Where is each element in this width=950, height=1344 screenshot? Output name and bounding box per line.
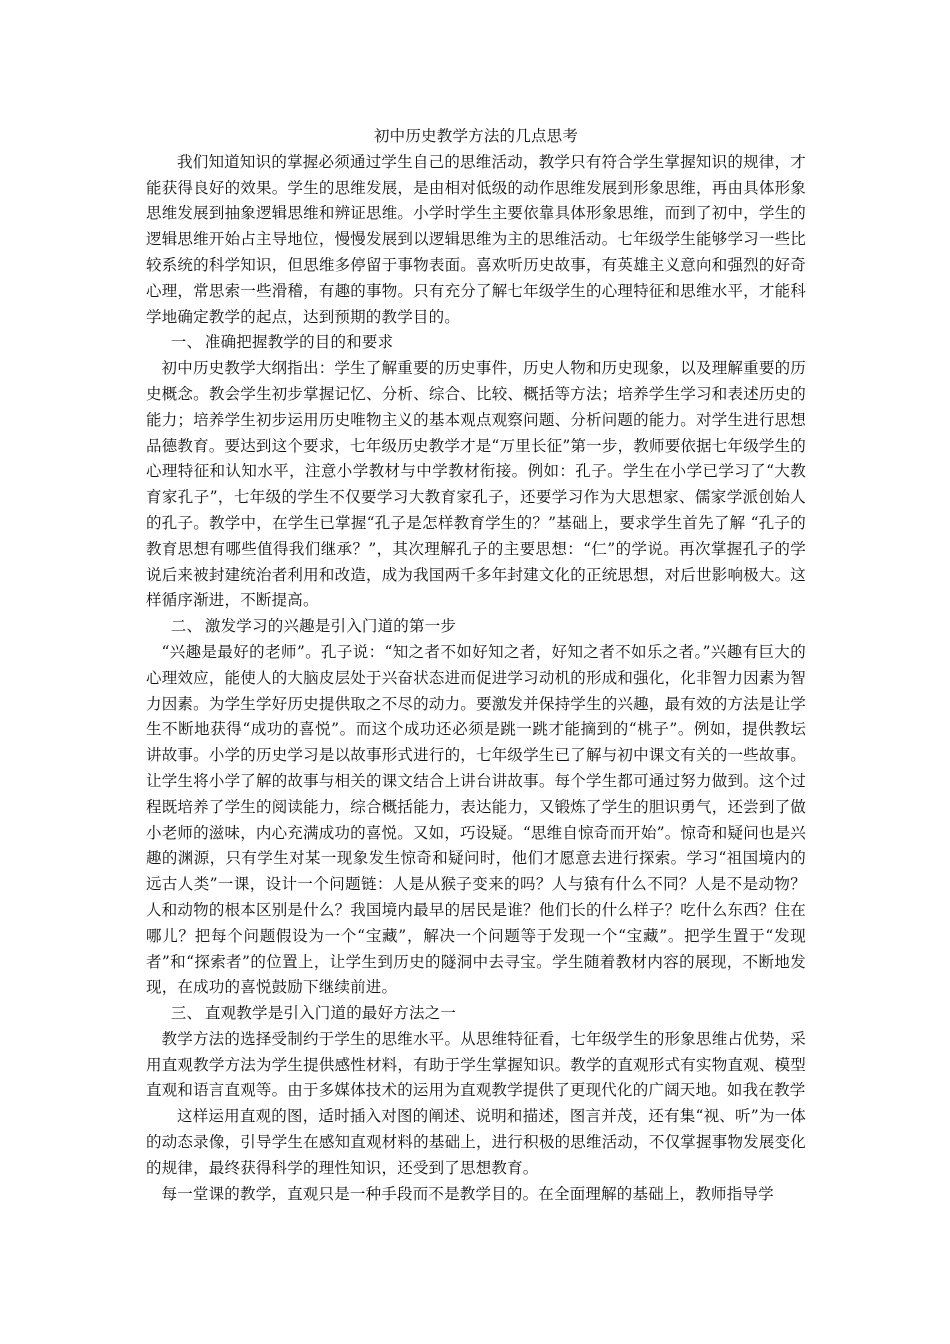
section-1-title: 准确把握教学的目的和要求 [204,333,394,352]
final-paragraph: 每一堂课的教学，直观只是一种手段而不是教学目的。在全面理解的基础上，教师指导学 [161,1184,774,1203]
document-title: 初中历史教学方法的几点思考 [373,127,579,145]
section-2-title: 激发学习的兴趣是引入门道的第一步 [204,617,457,636]
section-3-paragraph: 教学方法的选择受制约于学生的思维水平。从思维特征看，七年级学生的形象思维占优势，采用直观教学方法为学生提供感性材料，有助于学生掌握知识。教学的直观形式有实物直观、模型直观和语言直观等。由于多媒体技术的运用为直观教学提供了更现代化的广阔天地。如我在教学 [146,1029,806,1100]
intro-paragraph: 我们知道知识的掌握必须通过学生自己的思维活动，教学只有符合学生掌握知识的规律，才能获得良好的效果。学生的思维发展，是由相对低级的动作思维发展到形象思维，再由具体形象思维发展到抽象逻辑思维和辨证思维。小学时学生主要依靠具体形象思维，而到了初中，学生的逻辑思维开始占主导地位，慢慢发展到以逻辑思维为主的思维活动。七年级学生能够学习一些比较系统的科学知识，但思维多停留于事物表面。喜欢听历史故事，有英雄主义意向和强烈的好奇心理，常思索一些滑稽，有趣的事物。只有充分了解七年级学生的心理特征和思维水平，才能科学地确定教学的起点，达到预期的教学目的。 [146,152,806,326]
section-3-title: 直观教学是引入门道的最好方法之一 [204,1004,457,1023]
document-body [146,124,806,1207]
section-1-number: 一、 [170,333,203,352]
section-2-paragraph: “兴趣是最好的老师”。孔子说：“知之者不如好知之者，好知之者不如乐之者。”兴趣有巨大的心理效应，能使人的大脑皮层处于兴奋状态进而促进学习动机的形成和强化，化非智力因素为智力因素。为学生学好历史提供取之不尽的动力。要激发并保持学生的兴趣，最有效的方法是让学生不断地获得“成功的喜悦”。而这个成功还必须是跳一跳才能摘到的“桃子”。例如，提供教坛讲故事。小学的历史学习是以故事形式进行的，七年级学生已了解与初中课文有关的一些故事。让学生将小学了解的故事与相关的课文结合上讲台讲故事。每个学生都可通过努力做到。这个过程既培养了学生的阅读能力，综合概括能力，表达能力，又锻炼了学生的胆识勇气，还尝到了做小老师的滋味，内心充满成功的喜悦。又如，巧设疑。“思维自惊奇而开始”。惊奇和疑问也是兴趣的渊源，只有学生对某一现象发生惊奇和疑问时，他们才愿意去进行探索。学习“祖国境内的远古人类”一课，设计一个问题链：人是从猴子变来的吗？人与猿有什么不同？人是不是动物？人和动物的根本区别是什么？我国境内最早的居民是谁？他们长的什么样子？吃什么东西？住在哪儿？把每个问题假设为一个“宝藏”，解决一个问题等于发现一个“宝藏”。把学生置于“发现者”和“探索者”的位置上，让学生到历史的隧洞中去寻宝。学生随着教材内容的展现，不断地发现，在成功的喜悦鼓励下继续前进。 [146,642,806,997]
visual-teaching-paragraph: 这样运用直观的图，适时插入对图的阐述、说明和描述，图言并茂，还有集“视、听”为一体的动态录像，引导学生在感知直观材料的基础上，进行积极的思维活动，不仅掌握事物发展变化的规律，最终获得科学的理性知识，还受到了思想教育。 [146,1107,806,1177]
section-3-heading [146,1001,806,1027]
section-3-number: 三、 [170,1004,203,1023]
section-1-heading [146,330,806,356]
section-2-number: 二、 [170,617,203,636]
section-1-paragraph: 初中历史教学大纲指出：学生了解重要的历史事件，历史人物和历史现象，以及理解重要的历史概念。教会学生初步掌握记忆、分析、综合、比较、概括等方法；培养学生学习和表述历史的能力；培养学生初步运用历史唯物主义的基本观点观察问题、分析问题的能力。对学生进行思想品德教育。要达到这个要求，七年级历史教学才是“万里长征”第一步，教师要依据七年级学生的心理特征和认知水平，注意小学教材与中学教材衔接。例如：孔子。学生在小学已学习了“大教育家孔子”，七年级的学生不仅要学习大教育家孔子，还要学习作为大思想家、儒家学派创始人的孔子。教学中，在学生已掌握“孔子是怎样教育学生的？”基础上，要求学生首先了解 “孔子的教育思想有哪些值得我们继承？”，其次理解孔子的主要思想：“仁”的学说。再次掌握孔子的学说后来被封建统治者利用和改造，成为我国两千多年封建文化的正统思想，对后世影响极大。这样循序渐进，不断提高。 [146,359,806,610]
section-2-heading [146,614,806,640]
